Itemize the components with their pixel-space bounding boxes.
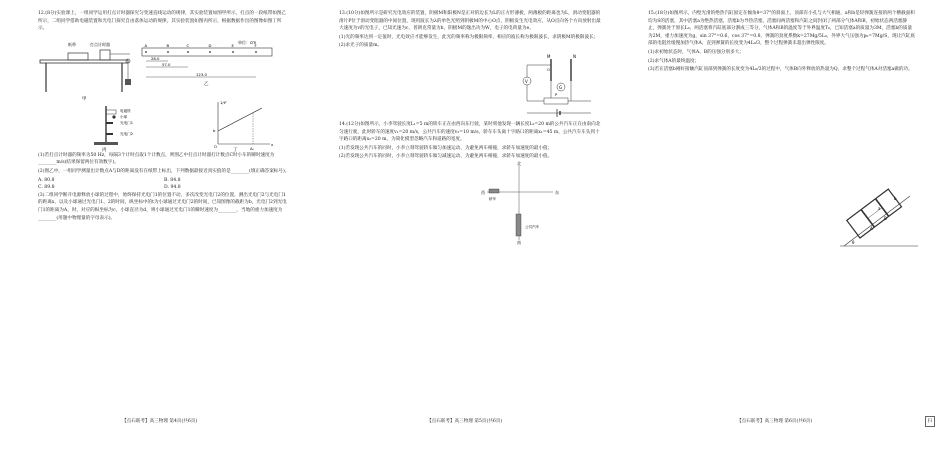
q13-intro: 13.(10分)如图所示是研究光电效应的装置，阴极M和阳极N是正对的边长为L的正方形薄板，两薄板的距离也为L，滑动变阻器的滑片P位于滑动变阻器的中间位置，现用波长为λ的单色光照到阴极M的中心O点，阴极发生光电效应，从O点向各个方向放射出最大速度为v的光电子，已知光速为c，普朗克常量为h，阴极M的逸出功为W，电子的电荷量为e。 (339, 11, 601, 32)
scan-mark: 扫 (925, 416, 935, 427)
label-axis-y: 1/t² (220, 99, 227, 105)
label-ding: 丁 (233, 147, 238, 153)
label-east: 东 (555, 189, 559, 195)
option-b: B. 84.8 (164, 177, 181, 183)
q12-figures (38, 34, 290, 152)
label-gas-b: B (884, 216, 887, 221)
label-theta: θ (852, 240, 855, 245)
q15-part2: (2)求气体A的最终温度； (648, 58, 700, 64)
footer-page-6: 【点石联考】高三物理 第6页(共6页) (737, 419, 813, 424)
tape-point (232, 51, 234, 53)
label-axis-x: x (271, 141, 274, 147)
label-north: 北 (517, 160, 521, 166)
graph-ding (213, 100, 274, 153)
tape-point-label: D (208, 42, 212, 48)
apparatus-table (40, 41, 131, 102)
q15-intro: 15.(18分)如图所示，内壁光滑的绝热汽缸固定在倾角θ=37°的斜面上，顶部有小孔与大气相通，a和b是轻弹簧连接的两个横截面积均为S的活塞，其中活塞a为绝热活塞，活塞b为导热活塞，活塞间两活塞和汽缸之间封闭了两部分气体A和B，初始状态两活塞静止，弹簧处于原长L₀，两活塞将汽缸底部分割成三等分，气体A和B的温度等于外界温度T₀，已知活塞a的质量为3M，活塞b的质量为2M，重力加速度为g，sin 37°=0.6，cos 37°=0.8，弹簧的劲度系数k=27Mg/5L₀，外界大气压强为p₀=7Mg/S，现让汽缸底部的电阻丝缓慢加热气体A，直到弹簧的长度变为4L₀/3，整个过程弹簧未超出弹性限度。 (648, 11, 915, 47)
label-piston-a: a (878, 206, 881, 211)
footer-page-4: 【点石联考】高三物理 第4页(共6页) (122, 419, 198, 424)
label-v: V (525, 78, 528, 84)
label-p: P (555, 92, 558, 97)
bus-shape (516, 214, 521, 236)
option-d: D. 94.8 (164, 185, 181, 191)
label-south: 南 (517, 239, 521, 245)
q15-figure (840, 186, 920, 252)
tape-point-label: C (186, 42, 190, 48)
label-g: G (559, 84, 563, 90)
label-magnet: 电磁铁 (120, 108, 131, 113)
tape-point (255, 51, 257, 53)
option-a: A. 80.8 (38, 177, 55, 183)
car-shape (489, 189, 499, 193)
label-m: M (547, 53, 551, 59)
label-o: O (547, 67, 550, 72)
label-ball: 小球 (120, 114, 128, 119)
tape-point-label: E (231, 42, 234, 48)
footer-page-5: 【点石联考】高三物理 第5页(共6页) (427, 419, 503, 424)
label-unit: 单位：cm (238, 39, 257, 45)
label-gas-a: A (870, 226, 873, 231)
label-dist1: 28.0 (151, 55, 160, 61)
q13-part2: (2)求光子的质量m。 (339, 43, 383, 49)
q12-part1: (1)若打点计时器的频率为50 Hz，每隔3个计时点取1个计数点，则图乙中打点计时器打计数点C时小车的瞬时速度为________m/s(结果保留两位有效数字)。 (38, 152, 275, 166)
label-car: 轿车 (489, 196, 497, 201)
label-gate1: 光电门1 (120, 120, 134, 125)
label-n: N (573, 53, 576, 59)
column-page-5 (339, 10, 601, 245)
tape-point-label: B (166, 42, 170, 48)
paper-tape (142, 39, 272, 87)
label-jia: 甲 (82, 96, 87, 102)
free-fall-stand (94, 106, 133, 153)
q14-intro: 14.(12分)如图所示，小李驾驶长度L₁=5 m的轿车正在由西向东行驶，某时刻他发现一辆长度L₂=20 m的公共汽车正在由南向北匀速行驶，此时轿车的速度v₁=20 m/s，公共汽车的速度v₂=10 m/s，轿车车头离十字路口的距离x₁=45 m，公共汽车车头到十字路口的距离x₂=20 m，为简化模型忽略汽车和道路的宽度。 (339, 121, 601, 143)
label-yi: 乙 (204, 81, 209, 87)
label-gate2: 光电门2 (120, 131, 134, 136)
q14-part2: (2)若发现公共汽车的同时，小李立刻驾驶轿车做匀减速运动，为避免两车相撞，求轿车加速度的最小值。 (339, 154, 553, 160)
q15-part3: (3)若在活塞b刚好接触汽缸顶部到弹簧的长度变为4L₀/3的过程中，气体B向外释放的热量为Q，求整个过程气体A对活塞a做的功。 (648, 67, 913, 73)
q12-intro: 12.(8分)实验课上，一组同学运用打点计时器探究匀变速直线运动的规律，其实验装置如图甲所示，打点的一段纸带如图乙所示，二组同学借助电磁装置和光电门探究自由落体运动的规律，其实验装置如图丙所示，根据数据作出的图像如图丁所示。 (38, 11, 287, 32)
q12-part2: (2)图乙中，一组同学测量出计数点A与D的距离没有在纸带上标出，下列数据最接近真实值的是________(填正确答案标号)。 (38, 168, 290, 174)
label-x-mark: A₀ (250, 146, 254, 151)
label-piston-b: b (894, 196, 897, 201)
tape-point (209, 51, 211, 53)
label-timer: 打点计时器 (90, 41, 110, 47)
column-page-4 (38, 10, 290, 223)
q14-part1: (1)若发现公共汽车的同时，小李立刻驾驶轿车做匀加速运动，为避免两车相撞，求轿车加速度的最小值； (339, 145, 553, 151)
label-origin: O (214, 143, 217, 149)
q13-figure (339, 51, 601, 121)
label-dist2: 57.0 (162, 61, 171, 67)
label-dist3: 123.0 (196, 71, 207, 77)
tape-point (167, 51, 169, 53)
tape-point-label: A (144, 42, 148, 48)
q13-part1: (1)光的频率达到一定值时，光电效应才能够发生，此光的频率称为极限频率，相应的波长称为极限波长，求阴极M的极限波长； (339, 34, 599, 40)
tape-point (145, 51, 147, 53)
label-bus: 公共汽车 (525, 224, 540, 229)
label-tape: 纸带 (68, 41, 76, 47)
column-page-6 (648, 10, 916, 75)
label-bing: 丙 (102, 147, 107, 153)
label-west: 西 (481, 189, 485, 195)
q14-figure (339, 160, 601, 245)
option-c: C. 89.8 (38, 185, 55, 191)
q12-options (38, 177, 290, 192)
q12-figure-svg (38, 34, 290, 152)
tape-point (187, 51, 189, 53)
tape-point-label: F (254, 42, 257, 48)
q12-part3: (3)二组同学断开电源释放小球的过程中，始终保持光电门1的位置不动，多次改变光电门2的位置，测出光电门2与光电门1的距离x，以及小球通过光电门1、2的时间，纵坐标中的t为小球通过光电门2的时间，已知图像的截距为b，光电门2到光电门1的距离为A，时，对应的纵坐标为c，小球直径为d，则小球通过光电门1的瞬时速度为________，当地的重力加速度为________(用题中物理量的字母表示)。 (38, 192, 287, 221)
label-intercept: b (213, 127, 216, 133)
q15-part1: (1)求初始状态时，气体A、B的压强分别多大； (648, 49, 744, 55)
circuit-svg (339, 51, 601, 121)
crossroad-svg (339, 160, 601, 245)
